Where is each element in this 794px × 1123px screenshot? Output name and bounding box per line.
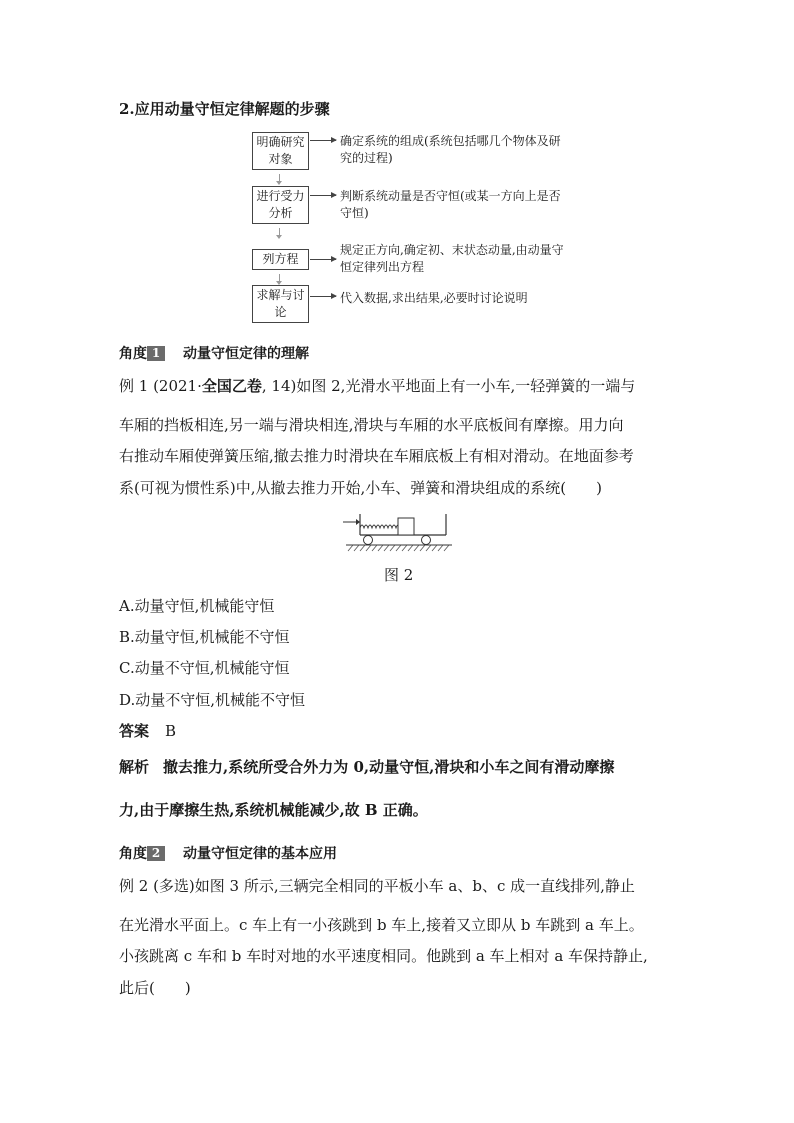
example-1-line-3: 右推动车厢使弹簧压缩,撤去推力时滑块在车厢底板上有相对滑动。在地面参考 xyxy=(119,447,634,465)
option-d: D.动量不守恒,机械能不守恒 xyxy=(119,691,306,709)
push-arrow-head xyxy=(356,519,360,525)
slider-block xyxy=(398,518,414,535)
right-wheel xyxy=(422,536,431,545)
analysis-line-2: 力,由于摩擦生热,系统机械能减少,故 B 正确。 xyxy=(119,801,428,819)
flow-arrow-4 xyxy=(310,296,336,297)
flow-desc-4: 代入数据,求出结果,必要时讨论说明 xyxy=(340,291,528,305)
flow-arrow-1 xyxy=(310,140,336,141)
option-c: C.动量不守恒,机械能守恒 xyxy=(119,659,290,677)
figure-2-cart-diagram xyxy=(340,511,458,553)
section-title: 2.应用动量守恒定律解题的步骤 xyxy=(119,100,330,118)
option-b: B.动量守恒,机械能不守恒 xyxy=(119,628,290,646)
example-1-line-1 xyxy=(119,371,635,403)
flow-down-arrow-3 xyxy=(279,274,280,282)
left-wheel xyxy=(364,536,373,545)
angle-1-prefix: 角度 xyxy=(119,346,147,362)
example-2-line-4: 此后( ) xyxy=(119,979,191,997)
flow-step-3: 列方程 xyxy=(252,249,309,270)
ground-hatching xyxy=(348,545,449,551)
flow-desc-1: 确定系统的组成(系统包括哪几个物体及研究的过程) xyxy=(340,134,561,165)
flow-step-2: 进行受力分析 xyxy=(252,186,309,224)
example-1-line-2: 车厢的挡板相连,另一端与滑块相连,滑块与车厢的水平底板间有摩擦。用力向 xyxy=(119,416,624,434)
example-2-line-1: 例 2 (多选)如图 3 所示,三辆完全相同的平板小车 a、b、c 成一直线排列,静止 xyxy=(119,877,635,895)
analysis-text-1: 撤去推力,系统所受合外力为 0,动量守恒,滑块和小车之间有滑动摩擦 xyxy=(163,758,615,776)
answer-value: B xyxy=(165,722,177,740)
analysis-label: 解析 xyxy=(119,758,150,776)
flow-desc-3: 规定正方向,确定初、末状态动量,由动量守恒定律列出方程 xyxy=(340,243,564,274)
flow-down-arrow-1 xyxy=(279,174,280,182)
flow-arrow-3 xyxy=(310,259,336,260)
angle-1-heading xyxy=(119,343,309,363)
answer-line xyxy=(119,720,176,741)
flow-desc-2: 判断系统动量是否守恒(或某一方向上是否守恒) xyxy=(340,189,561,220)
example-2-line-2: 在光滑水平面上。c 车上有一小孩跳到 b 车上,接着又立即从 b 车跳到 a 车上。 xyxy=(119,916,644,934)
example-1-source: 全国乙卷 xyxy=(201,377,262,395)
flow-step-1: 明确研究对象 xyxy=(252,132,309,170)
flow-step-4: 求解与讨论 xyxy=(252,285,309,323)
angle-2-title: 动量守恒定律的基本应用 xyxy=(183,846,337,862)
angle-2-heading xyxy=(119,843,337,863)
answer-label: 答案 xyxy=(119,722,150,740)
example-2-line-3: 小孩跳离 c 车和 b 车时对地的水平速度相同。他跳到 a 车上相对 a 车保持静止, xyxy=(119,947,648,965)
angle-2-prefix: 角度 xyxy=(119,846,147,862)
flow-down-arrow-2 xyxy=(279,228,280,236)
angle-2-badge: 2 xyxy=(147,846,165,861)
option-a: A.动量守恒,机械能守恒 xyxy=(119,597,275,615)
example-1-label: 例 1 (2021· xyxy=(119,377,202,395)
steps-flowchart xyxy=(250,128,570,328)
figure-2-caption: 图 2 xyxy=(384,566,414,584)
angle-1-badge: 1 xyxy=(147,346,165,361)
spring xyxy=(360,525,400,528)
example-1-line-1-text: , 14)如图 2,光滑水平地面上有一小车,一轻弹簧的一端与 xyxy=(261,377,636,395)
angle-1-title: 动量守恒定律的理解 xyxy=(183,346,309,362)
flow-arrow-2 xyxy=(310,195,336,196)
analysis-line-1 xyxy=(119,752,614,784)
example-1-line-4: 系(可视为惯性系)中,从撤去推力开始,小车、弹簧和滑块组成的系统( ) xyxy=(119,479,602,497)
